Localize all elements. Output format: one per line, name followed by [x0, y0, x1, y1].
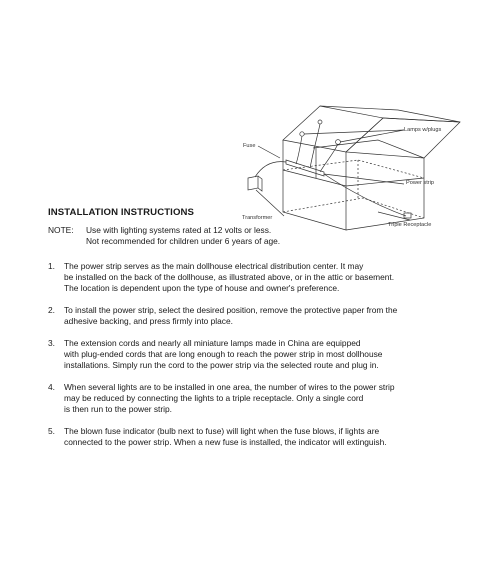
instruction-steps — [48, 261, 478, 459]
step-number: 5. — [48, 426, 55, 436]
note-line-1: Use with lighting systems rated at 12 volts or less. — [86, 225, 272, 235]
step-number: 4. — [48, 382, 55, 392]
step-text — [64, 261, 478, 294]
step-number: 2. — [48, 305, 55, 315]
dollhouse-wiring-diagram — [228, 100, 480, 245]
step-line: installations. Simply run the cord to the power strip via the selected route and plug in. — [64, 360, 379, 370]
step-1 — [48, 261, 478, 294]
note-line-2: Not recommended for children under 6 years of age. — [86, 236, 281, 246]
step-line: The power strip serves as the main dollhouse electrical distribution center. It may — [64, 261, 364, 271]
note-block — [48, 225, 280, 247]
step-text — [64, 338, 478, 371]
step-5 — [48, 426, 478, 448]
label-triple-receptacle: Triple Receptacle — [388, 222, 432, 228]
label-transformer: Transformer — [242, 215, 273, 221]
step-line: be installed on the back of the dollhouse, as illustrated above, or in the attic or basement. — [64, 272, 395, 282]
step-line: When several lights are to be installed in one area, the number of wires to the power strip — [64, 382, 395, 392]
step-line: The location is dependent upon the type of house and owner's preference. — [64, 283, 340, 293]
step-text — [64, 305, 478, 327]
step-line: The blown fuse indicator (bulb next to fuse) will light when the fuse blows, if lights are — [64, 426, 380, 436]
step-line: connected to the power strip. When a new fuse is installed, the indicator will extinguish. — [64, 437, 387, 447]
step-number: 3. — [48, 338, 55, 348]
step-line: with plug-ended cords that are long enough to reach the power strip in most dollhouse — [64, 349, 383, 359]
step-number: 1. — [48, 261, 55, 271]
step-text — [64, 426, 478, 448]
step-line: may be reduced by connecting the lights to a triple receptacle. Only a single cord — [64, 393, 364, 403]
note-label: NOTE: — [48, 225, 74, 235]
step-line: adhesive backing, and press firmly into place. — [64, 316, 233, 326]
step-text — [64, 382, 478, 415]
step-2 — [48, 305, 478, 327]
label-fuse: Fuse — [243, 143, 256, 149]
label-power-strip: Power strip — [406, 180, 434, 186]
step-line: The extension cords and nearly all miniature lamps made in China are equipped — [64, 338, 361, 348]
step-4 — [48, 382, 478, 415]
step-3 — [48, 338, 478, 371]
label-lamps: Lamps w/plugs — [404, 127, 442, 133]
installation-heading: INSTALLATION INSTRUCTIONS — [48, 207, 195, 218]
step-line: is then run to the power strip. — [64, 404, 172, 414]
step-line: To install the power strip, select the desired position, remove the protective paper from the — [64, 305, 398, 315]
